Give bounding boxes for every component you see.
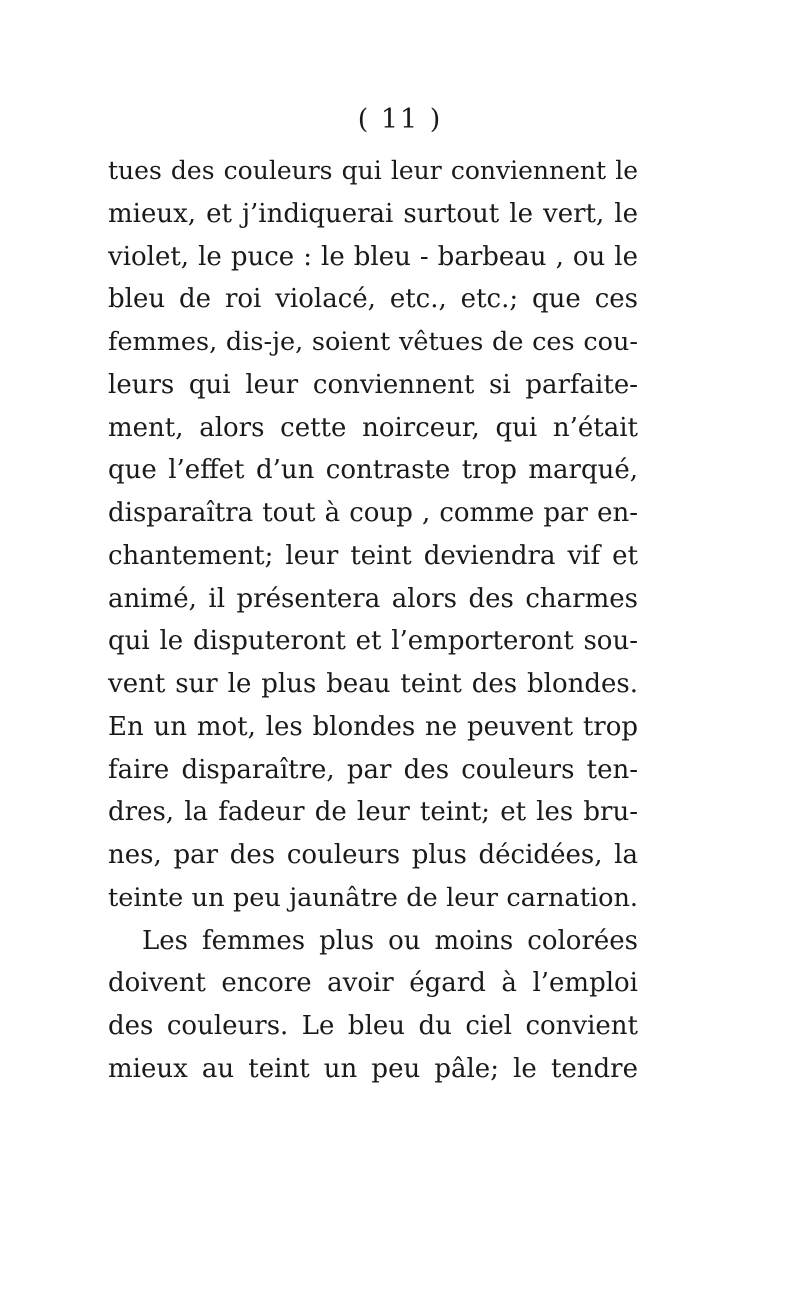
text-line: femmes, dis-je, soient vêtues de ces cou- [108, 327, 638, 357]
text-line: En un mot, les blondes ne peuvent trop [108, 711, 638, 742]
text-line: violet, le puce : le bleu - barbeau , ou le [108, 241, 638, 272]
text-line: leurs qui leur conviennent si parfaite- [108, 369, 638, 400]
body-text [108, 150, 638, 1091]
text-line: nes, par des couleurs plus décidées, la [108, 840, 638, 870]
paragraph-2 [108, 920, 638, 1091]
text-line: mieux au teint un peu pâle; le tendre [108, 1053, 638, 1084]
text-line: des couleurs. Le bleu du ciel convient [108, 1011, 638, 1041]
text-line: doivent encore avoir égard à l’emploi [108, 968, 638, 999]
text-line: disparaîtra tout à coup , comme par en- [108, 498, 638, 528]
text-line: que l’effet d’un contraste trop marqué, [108, 455, 638, 486]
text-line: animé, il présentera alors des charmes [108, 583, 638, 614]
text-line: bleu de roi violacé, etc., etc.; que ces [108, 284, 638, 315]
text-line: teinte un peu jaunâtre de leur carnation. [108, 882, 638, 913]
text-line: Les femmes plus ou moins colorées [142, 925, 638, 956]
text-line: mieux, et j’indiquerai surtout le vert, le [108, 198, 638, 229]
text-line: chantement; leur teint deviendra vif et [108, 540, 638, 571]
paragraph-1 [108, 150, 638, 920]
text-line: ment, alors cette noirceur, qui n’était [108, 412, 638, 443]
page-number: ( 11 ) [357, 104, 443, 135]
text-line: vent sur le plus beau teint des blondes. [108, 669, 638, 699]
text-line: dres, la fadeur de leur teint; et les bru- [108, 797, 638, 828]
text-line: qui le disputeront et l’emporteront sou- [108, 626, 638, 657]
text-line: faire disparaître, par des couleurs ten- [108, 754, 638, 785]
text-line: tues des couleurs qui leur conviennent le [108, 156, 638, 185]
